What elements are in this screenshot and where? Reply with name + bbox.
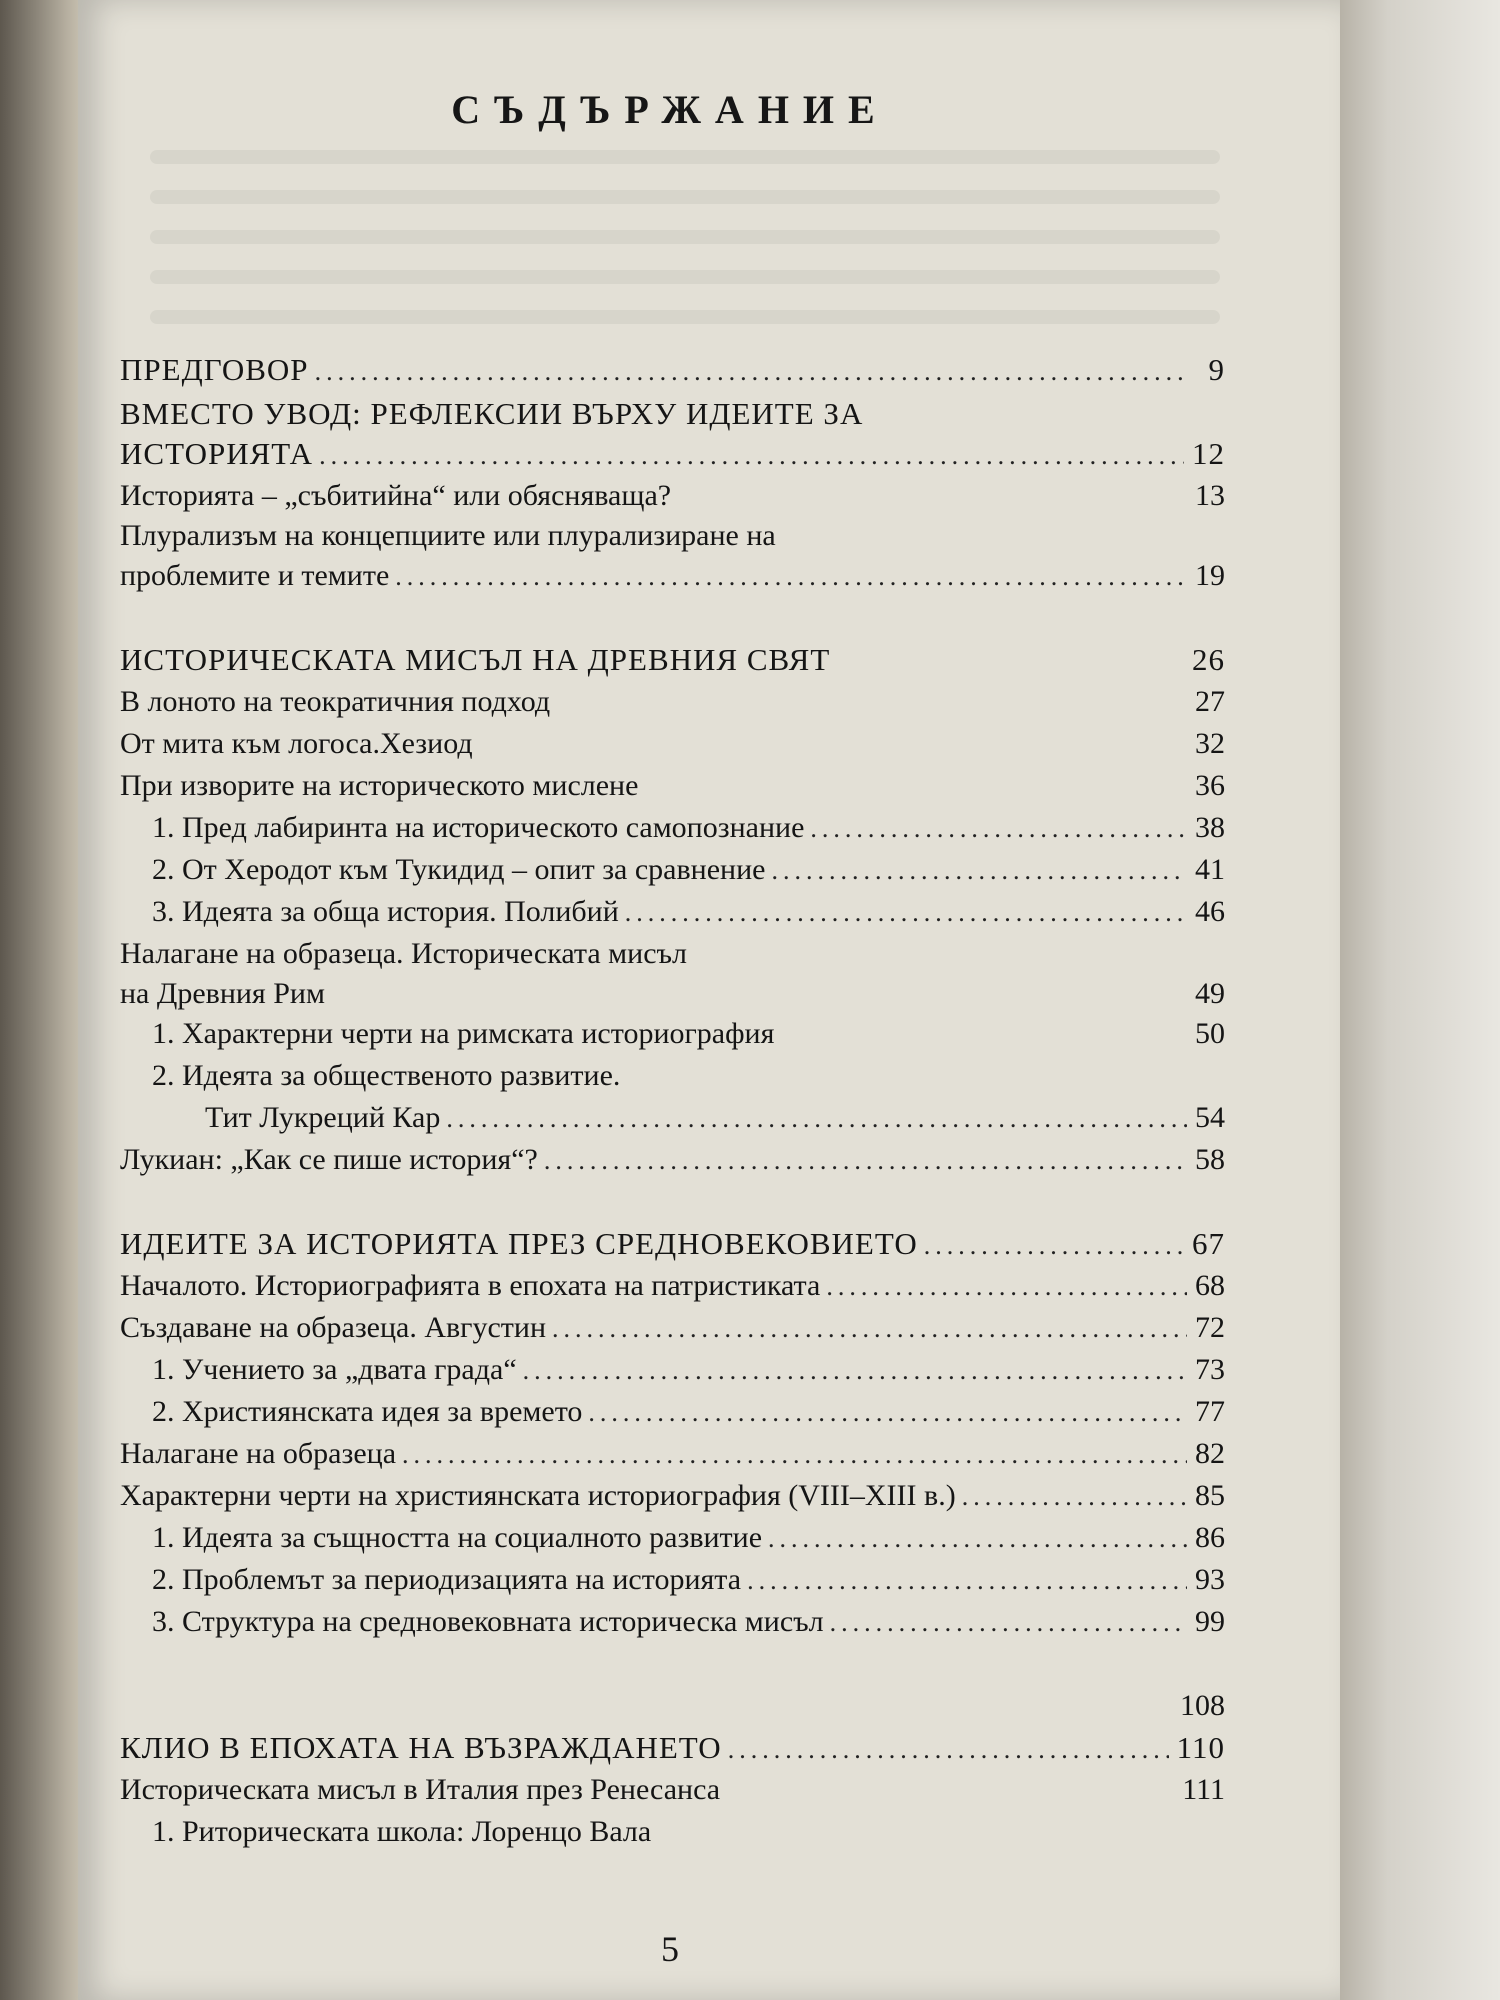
toc-entry [120,478,1225,514]
toc-entry-page: 77 [1195,1395,1225,1428]
toc-entry-text: ИСТОРИЧЕСКАТА МИСЪЛ НА ДРЕВНИЯ СВЯТ [120,642,831,677]
toc-entry-page: 12 [1192,436,1225,471]
toc-entry-text: ИДЕИТЕ ЗА ИСТОРИЯТА ПРЕЗ СРЕДНОВЕКОВИЕТО [120,1226,918,1261]
toc-entry-text: 1. Учението за „двата града“ [152,1353,517,1386]
toc-entry-page: 58 [1195,1143,1225,1176]
toc-entry [120,936,1225,972]
toc-entry-text: 2. От Херодот към Тукидид – опит за сравнение [152,853,766,886]
dot-leader [552,1311,1187,1347]
toc-entry [120,352,1225,388]
dot-leader [924,1228,1184,1264]
toc-entry [120,1688,1225,1724]
toc-entry [120,1310,1225,1346]
dot-leader [830,1605,1187,1641]
toc-entry-page: 50 [1195,1017,1225,1050]
toc-entry-page: 46 [1195,895,1225,928]
dot-leader [768,1521,1187,1557]
toc-entry-text: ИСТОРИЯТА [120,436,314,471]
dot-leader [315,354,1187,390]
toc-entry-page: 41 [1195,853,1225,886]
toc-entry [120,1772,1225,1808]
toc-entry [152,1562,1225,1598]
toc-entry [120,1226,1225,1262]
toc-entry [120,642,1225,678]
toc-entry-page: 72 [1195,1311,1225,1344]
toc-entry-page: 99 [1195,1605,1225,1638]
toc-entry [152,1058,1225,1094]
dot-leader [747,1563,1187,1599]
toc-entry-text: От мита към логоса.Хезиод [120,727,473,760]
toc-entry [152,1814,1225,1850]
dot-leader [625,895,1187,931]
toc-entry-text: Плурализъм на концепциите или плурализиране на [120,519,776,552]
toc-entry [120,726,1225,762]
toc-entry-text: ВМЕСТО УВОД: РЕФЛЕКСИИ ВЪРХУ ИДЕИТЕ ЗА [120,396,864,431]
toc-entry-page: 85 [1195,1479,1225,1512]
dot-leader [523,1353,1187,1389]
toc-entry-text: Историческата мисъл в Италия през Ренесанса [120,1773,721,1806]
toc-entry-text: Налагане на образеца [120,1437,397,1470]
toc-entry-text: КЛИО В ЕПОХАТА НА ВЪЗРАЖДАНЕТО [120,1730,722,1765]
toc-entry-page: 86 [1195,1521,1225,1554]
toc-entry-text: 2. Идеята за общественото развитие. [152,1059,621,1092]
toc-entry-text: Тит Лукреций Кар [205,1101,441,1134]
toc-entry [152,1352,1225,1388]
toc-entry-text: 1. Пред лабиринта на историческото самопознание [152,811,805,844]
toc-entry-page: 67 [1192,1226,1225,1261]
toc-entry [120,1436,1225,1472]
toc-entry [152,894,1225,930]
toc-entry-page: 93 [1195,1563,1225,1596]
dot-leader [826,1269,1187,1305]
dot-leader [319,438,1184,474]
toc-entry-text: ПРЕДГОВОР [120,352,309,387]
page-number: 5 [661,1929,679,1969]
toc-entry [120,1730,1225,1766]
toc-entry-text: Историята – „събитийна“ или обясняваща? [120,479,672,512]
toc-entry [120,1478,1225,1514]
toc-entry-page: 111 [1182,1773,1225,1806]
toc-entry-text: Създаване на образеца. Августин [120,1311,547,1344]
toc-entry [152,1520,1225,1556]
toc-entry-page: 110 [1176,1730,1225,1765]
toc-entry [152,1604,1225,1640]
dot-leader [962,1479,1187,1515]
toc-entry-text: При изворите на историческото мислене [120,769,639,802]
toc-entry [120,976,1225,1012]
dot-leader [402,1437,1187,1473]
dot-leader [395,559,1187,595]
toc-entry-text: на Древния Рим [120,977,325,1010]
toc-entry-text: проблемите и темите [120,559,390,592]
toc-entry-text: 1. Идеята за същността на социалното развитие [152,1521,763,1554]
dot-leader [446,1101,1187,1137]
toc-entry-text: Налагане на образеца. Историческата мисъл [120,937,688,970]
toc-entry-text: В лоното на теократичния подход [120,685,551,718]
background-surface [1340,0,1500,2000]
toc-entry [120,558,1225,594]
dot-leader [588,1395,1187,1431]
toc-entry-page: 32 [1195,727,1225,760]
toc-entry-page: 68 [1195,1269,1225,1302]
toc-title: СЪДЪРЖАНИЕ [451,87,889,132]
toc-entry [120,396,1225,432]
toc-entry-page: 108 [1180,1689,1225,1722]
toc-entry-page: 9 [1208,352,1225,387]
toc-entry-text: Началото. Историографията в епохата на патристиката [120,1269,821,1302]
toc-entry-page: 38 [1195,811,1225,844]
toc-entry-page: 49 [1195,977,1225,1010]
toc-entry [120,518,1225,554]
toc-entry [152,810,1225,846]
toc-entry-page: 73 [1195,1353,1225,1386]
toc-entry [120,684,1225,720]
toc-entry-text: 1. Риторическата школа: Лоренцо Вала [152,1815,652,1848]
toc-entry [120,1268,1225,1304]
toc-entry-text: 3. Структура на средновековната историческа мисъл [152,1605,824,1638]
toc-entry [205,1100,1225,1136]
toc-entry [152,1394,1225,1430]
toc-entry-page: 26 [1192,642,1225,677]
toc-entry-text: Лукиан: „Как се пише история“? [120,1143,538,1176]
dot-leader [810,811,1187,847]
dot-leader [728,1732,1169,1768]
toc-entry-page: 82 [1195,1437,1225,1470]
toc-entry-text: 2. Християнската идея за времето [152,1395,583,1428]
dot-leader [771,853,1187,889]
dot-leader [544,1143,1187,1179]
toc-entry-page: 54 [1195,1101,1225,1134]
toc-entry-text: 1. Характерни черти на римската историография [152,1017,775,1050]
toc-entry-page: 13 [1195,479,1225,512]
toc-entry-text: Характерни черти на християнската историография (VIII–XIII в.) [120,1479,956,1512]
toc-entry [152,1016,1225,1052]
toc-entry [120,1142,1225,1178]
toc-entry-page: 19 [1195,559,1225,592]
toc-entry [120,768,1225,804]
toc-entry-page: 36 [1195,769,1225,802]
toc-entry-page: 27 [1195,685,1225,718]
toc-entry-text: 3. Идеята за обща история. Полибий [152,895,619,928]
toc-entry [120,436,1225,472]
toc-entry-text: 2. Проблемът за периодизацията на историята [152,1563,742,1596]
toc-entry [152,852,1225,888]
